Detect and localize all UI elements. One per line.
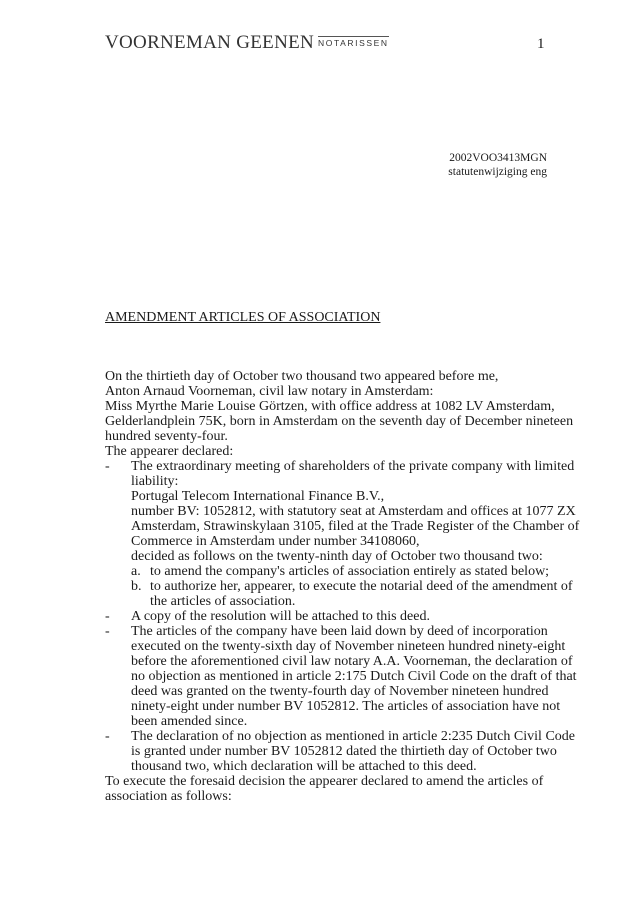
line-text: ninety-eight under number BV 1052812. The articles of association have not [131,699,561,714]
list-marker: a. [131,564,141,579]
text-line [105,609,575,624]
line-text: to amend the company's articles of association entirely as stated below; [150,564,550,579]
page-number: 1 [537,36,545,52]
text-line [105,429,575,444]
bullet-dash: - [105,624,110,639]
line-text: Portugal Telecom International Finance B.V., [131,489,385,504]
line-text: the articles of association. [150,594,296,609]
line-text: deed was granted on the twenty-fourth day of November nineteen hundred [131,684,549,699]
text-line [105,699,575,714]
reference-label: statutenwijziging eng [448,166,547,178]
text-line [105,579,575,594]
text-line [105,474,575,489]
line-text: association as follows: [105,789,232,804]
text-line [105,414,575,429]
line-text: decided as follows on the twenty-ninth day of October two thousand two: [131,549,543,564]
line-text: no objection as mentioned in article 2:175 Dutch Civil Code on the draft of that [131,669,577,684]
text-line [105,654,575,669]
line-text: Commerce in Amsterdam under number 34108060, [131,534,420,549]
line-text: liability: [131,474,179,489]
text-line [105,669,575,684]
line-text: before the aforementioned civil law notary A.A. Voorneman, the declaration of [131,654,573,669]
line-text: executed on the twenty-sixth day of November nineteen hundred ninety-eight [131,639,566,654]
text-line [105,759,575,774]
document-body [105,369,580,804]
line-text: Miss Myrthe Marie Louise Görtzen, with office address at 1082 LV Amsterdam, [105,399,555,414]
text-line [105,624,575,639]
line-text: hundred seventy-four. [105,429,228,444]
text-line [105,714,575,729]
firm-name: VOORNEMAN GEENEN [105,32,315,53]
line-text: Amsterdam, Strawinskylaan 3105, filed at the Trade Register of the Chamber of [131,519,580,534]
text-line [105,744,575,759]
line-text: Gelderlandplein 75K, born in Amsterdam on the seventh day of December nineteen [105,414,574,429]
line-text: thousand two, which declaration will be attached to this deed. [131,759,477,774]
line-text: to authorize her, appearer, to execute the notarial deed of the amendment of [150,579,573,594]
line-text: The declaration of no objection as mentioned in article 2:235 Dutch Civil Code [131,729,575,744]
bullet-dash: - [105,729,110,744]
line-text: A copy of the resolution will be attached to this deed. [131,609,430,624]
firm-logo [105,32,389,54]
text-line [105,594,575,609]
text-line [105,399,575,414]
line-text: On the thirtieth day of October two thousand two appeared before me, [105,369,499,384]
text-line [105,639,575,654]
text-line [105,444,575,459]
text-line [105,504,575,519]
list-marker: b. [131,579,142,594]
line-text: number BV: 1052812, with statutory seat at Amsterdam and offices at 1077 ZX [131,504,576,519]
text-line [105,729,575,744]
text-line [105,369,575,384]
bullet-dash: - [105,609,110,624]
text-line [105,564,575,579]
line-text: The appearer declared: [105,444,234,459]
text-line [105,774,575,789]
bullet-dash: - [105,459,110,474]
text-line [105,549,575,564]
line-text: Anton Arnaud Voorneman, civil law notary in Amsterdam: [105,384,434,399]
text-line [105,519,580,534]
firm-subtitle: NOTARISSEN [318,38,389,48]
text-line [105,789,575,804]
text-line [105,384,575,399]
line-text: The extraordinary meeting of shareholders of the private company with limited [131,459,575,474]
line-text: To execute the foresaid decision the appearer declared to amend the articles of [105,774,544,789]
line-text: been amended since. [131,714,248,729]
text-line [105,684,575,699]
reference-block [448,151,547,179]
reference-code: 2002VOO3413MGN [449,152,547,164]
line-text: is granted under number BV 1052812 dated the thirtieth day of October two [131,744,557,759]
text-line [105,459,575,474]
text-line [105,489,575,504]
document-title: AMENDMENT ARTICLES OF ASSOCIATION [105,310,381,325]
text-line [105,534,575,549]
line-text: The articles of the company have been laid down by deed of incorporation [131,624,548,639]
